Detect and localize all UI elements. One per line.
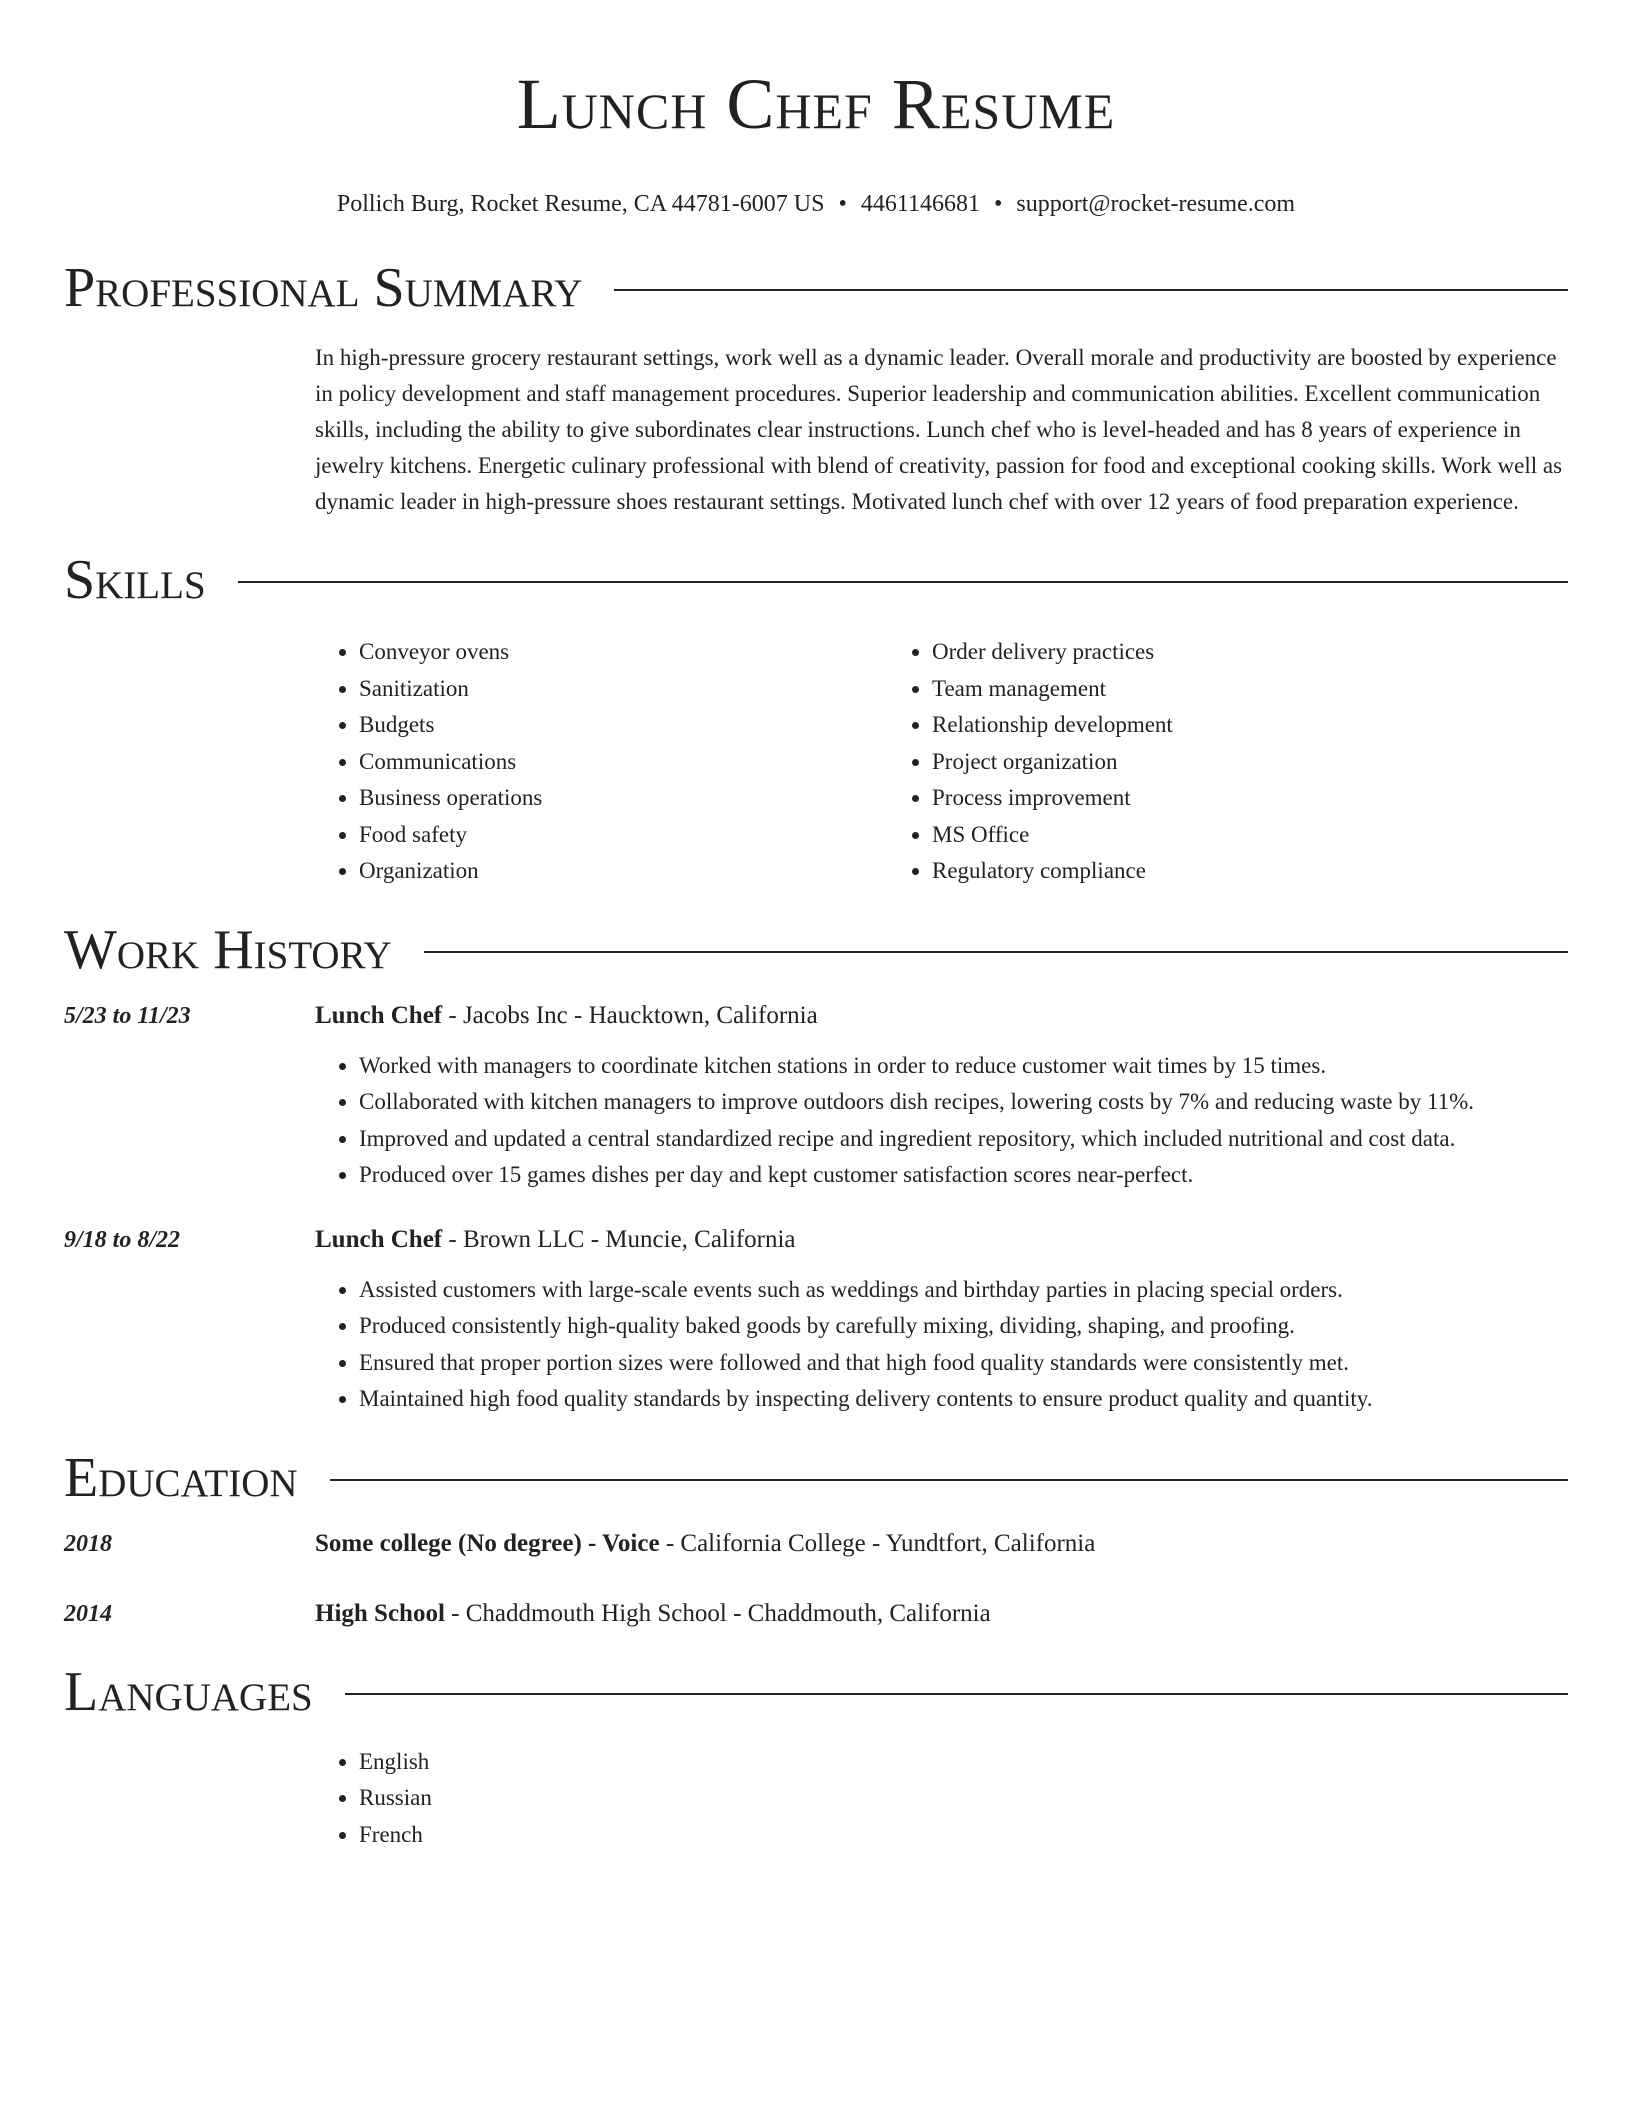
- skill-item: • Team management: [932, 671, 1461, 708]
- skill-item: • Food safety: [359, 817, 888, 854]
- skill-item: • Process improvement: [932, 780, 1461, 817]
- education-degree: Some college (No degree) - Voice: [315, 1529, 660, 1557]
- skill-item: • Budgets: [359, 707, 888, 744]
- contact-separator: •: [838, 191, 847, 217]
- job-bullets: [315, 1272, 1568, 1418]
- education-details: - California College - Yundtfort, California: [659, 1529, 1096, 1557]
- education-line: [315, 1596, 991, 1632]
- job-details: - Brown LLC - Muncie, California: [442, 1225, 796, 1253]
- education-entry: [64, 1596, 1568, 1632]
- summary-header: [64, 250, 1568, 326]
- section-divider: [238, 581, 1568, 583]
- section-divider: [330, 1479, 1568, 1481]
- job-bullet: • Ensured that proper portion sizes were followed and that high food quality standards were consistently met.: [359, 1345, 1568, 1382]
- skills-list-right: [888, 634, 1461, 890]
- summary-body: [315, 340, 1568, 520]
- skill-item: • MS Office: [932, 817, 1461, 854]
- job-entry: [64, 998, 1568, 1194]
- skill-item: • Project organization: [932, 744, 1461, 781]
- skills-header: [64, 542, 1568, 618]
- summary-text: In high-pressure grocery restaurant settings, work well as a dynamic leader. Overall morale and productivity are boosted by experience in policy development and staff management procedures. Superior leadership and communication abilities. Excellent communication skills, including the ability to give subordinates clear instructions. Lunch chef who is level-headed and has 8 years of experience in jewelry kitchens. Energetic culinary professional with blend of creativity, passion for food and exceptional cooking skills. Work well as dynamic leader in high-pressure shoes restaurant settings. Motivated lunch chef with over 12 years of food preparation experience.: [315, 345, 1563, 514]
- languages-heading: Languages: [64, 1660, 313, 1723]
- education-line: [315, 1526, 1095, 1562]
- education-details: - Chaddmouth High School - Chaddmouth, California: [444, 1599, 991, 1627]
- skill-item: • Relationship development: [932, 707, 1461, 744]
- skill-item: • Sanitization: [359, 671, 888, 708]
- skill-item: • Conveyor ovens: [359, 634, 888, 671]
- education-year: 2014: [64, 1600, 112, 1627]
- skill-item: • Regulatory compliance: [932, 853, 1461, 890]
- contact-email: support@rocket-resume.com: [1016, 191, 1296, 217]
- job-bullets: [315, 1048, 1568, 1194]
- languages-list: [315, 1744, 1568, 1854]
- job-role: Lunch Chef: [315, 1001, 443, 1029]
- contact-line: [64, 188, 1568, 220]
- job-bullet: • Assisted customers with large-scale events such as weddings and birthday parties in placing special orders.: [359, 1272, 1568, 1309]
- section-divider: [424, 951, 1568, 953]
- education-heading: Education: [64, 1446, 298, 1509]
- job-entry: [64, 1222, 1568, 1418]
- language-item: • Russian: [359, 1780, 1568, 1817]
- job-title-line: [315, 1222, 796, 1258]
- education-entry: [64, 1526, 1568, 1562]
- work-header: [64, 912, 1568, 988]
- education-header: [64, 1440, 1568, 1516]
- job-dates: 9/18 to 8/22: [64, 1226, 181, 1253]
- section-divider: [614, 289, 1568, 291]
- job-details: - Jacobs Inc - Haucktown, California: [442, 1001, 818, 1029]
- skill-item: • Organization: [359, 853, 888, 890]
- languages-section: [64, 1654, 1568, 1854]
- contact-address: Pollich Burg, Rocket Resume, CA 44781-6007 US: [336, 191, 825, 217]
- education-year: 2018: [64, 1530, 112, 1557]
- job-bullet: • Produced over 15 games dishes per day and kept customer satisfaction scores near-perfect.: [359, 1157, 1568, 1194]
- skill-item: • Order delivery practices: [932, 634, 1461, 671]
- summary-heading: Professional Summary: [64, 257, 583, 319]
- resume-title: Lunch Chef Resume: [516, 64, 1116, 144]
- job-dates: 5/23 to 11/23: [64, 1002, 191, 1029]
- summary-section: [64, 250, 1568, 520]
- contact-separator: •: [993, 191, 1003, 217]
- work-heading: Work History: [64, 918, 392, 981]
- job-bullet: • Worked with managers to coordinate kitchen stations in order to reduce customer wait times by 15 times.: [359, 1048, 1568, 1085]
- job-bullet: • Improved and updated a central standardized recipe and ingredient repository, which included nutritional and cost data.: [359, 1121, 1568, 1158]
- skill-item: • Business operations: [359, 780, 888, 817]
- contact-phone: 4461146681: [860, 191, 980, 217]
- skill-item: • Communications: [359, 744, 888, 781]
- job-role: Lunch Chef: [315, 1225, 443, 1253]
- skills-columns: [315, 634, 1568, 890]
- skills-heading: Skills: [64, 549, 206, 611]
- job-header-row: [64, 998, 1568, 1034]
- section-divider: [345, 1693, 1568, 1695]
- job-bullet: • Collaborated with kitchen managers to improve outdoors dish recipes, lowering costs by 7% and reducing waste by 11%.: [359, 1084, 1568, 1121]
- education-degree: High School: [315, 1599, 445, 1627]
- job-bullet: • Produced consistently high-quality baked goods by carefully mixing, dividing, shaping, and proofing.: [359, 1308, 1568, 1345]
- skills-list-left: [315, 634, 888, 890]
- languages-header: [64, 1654, 1568, 1730]
- language-item: • French: [359, 1817, 1568, 1854]
- skills-section: [64, 542, 1568, 890]
- education-section: [64, 1440, 1568, 1632]
- job-bullet: • Maintained high food quality standards by inspecting delivery contents to ensure product quality and quantity.: [359, 1381, 1568, 1418]
- work-section: [64, 912, 1568, 1418]
- job-header-row: [64, 1222, 1568, 1258]
- language-item: • English: [359, 1744, 1568, 1781]
- job-title-line: [315, 998, 818, 1034]
